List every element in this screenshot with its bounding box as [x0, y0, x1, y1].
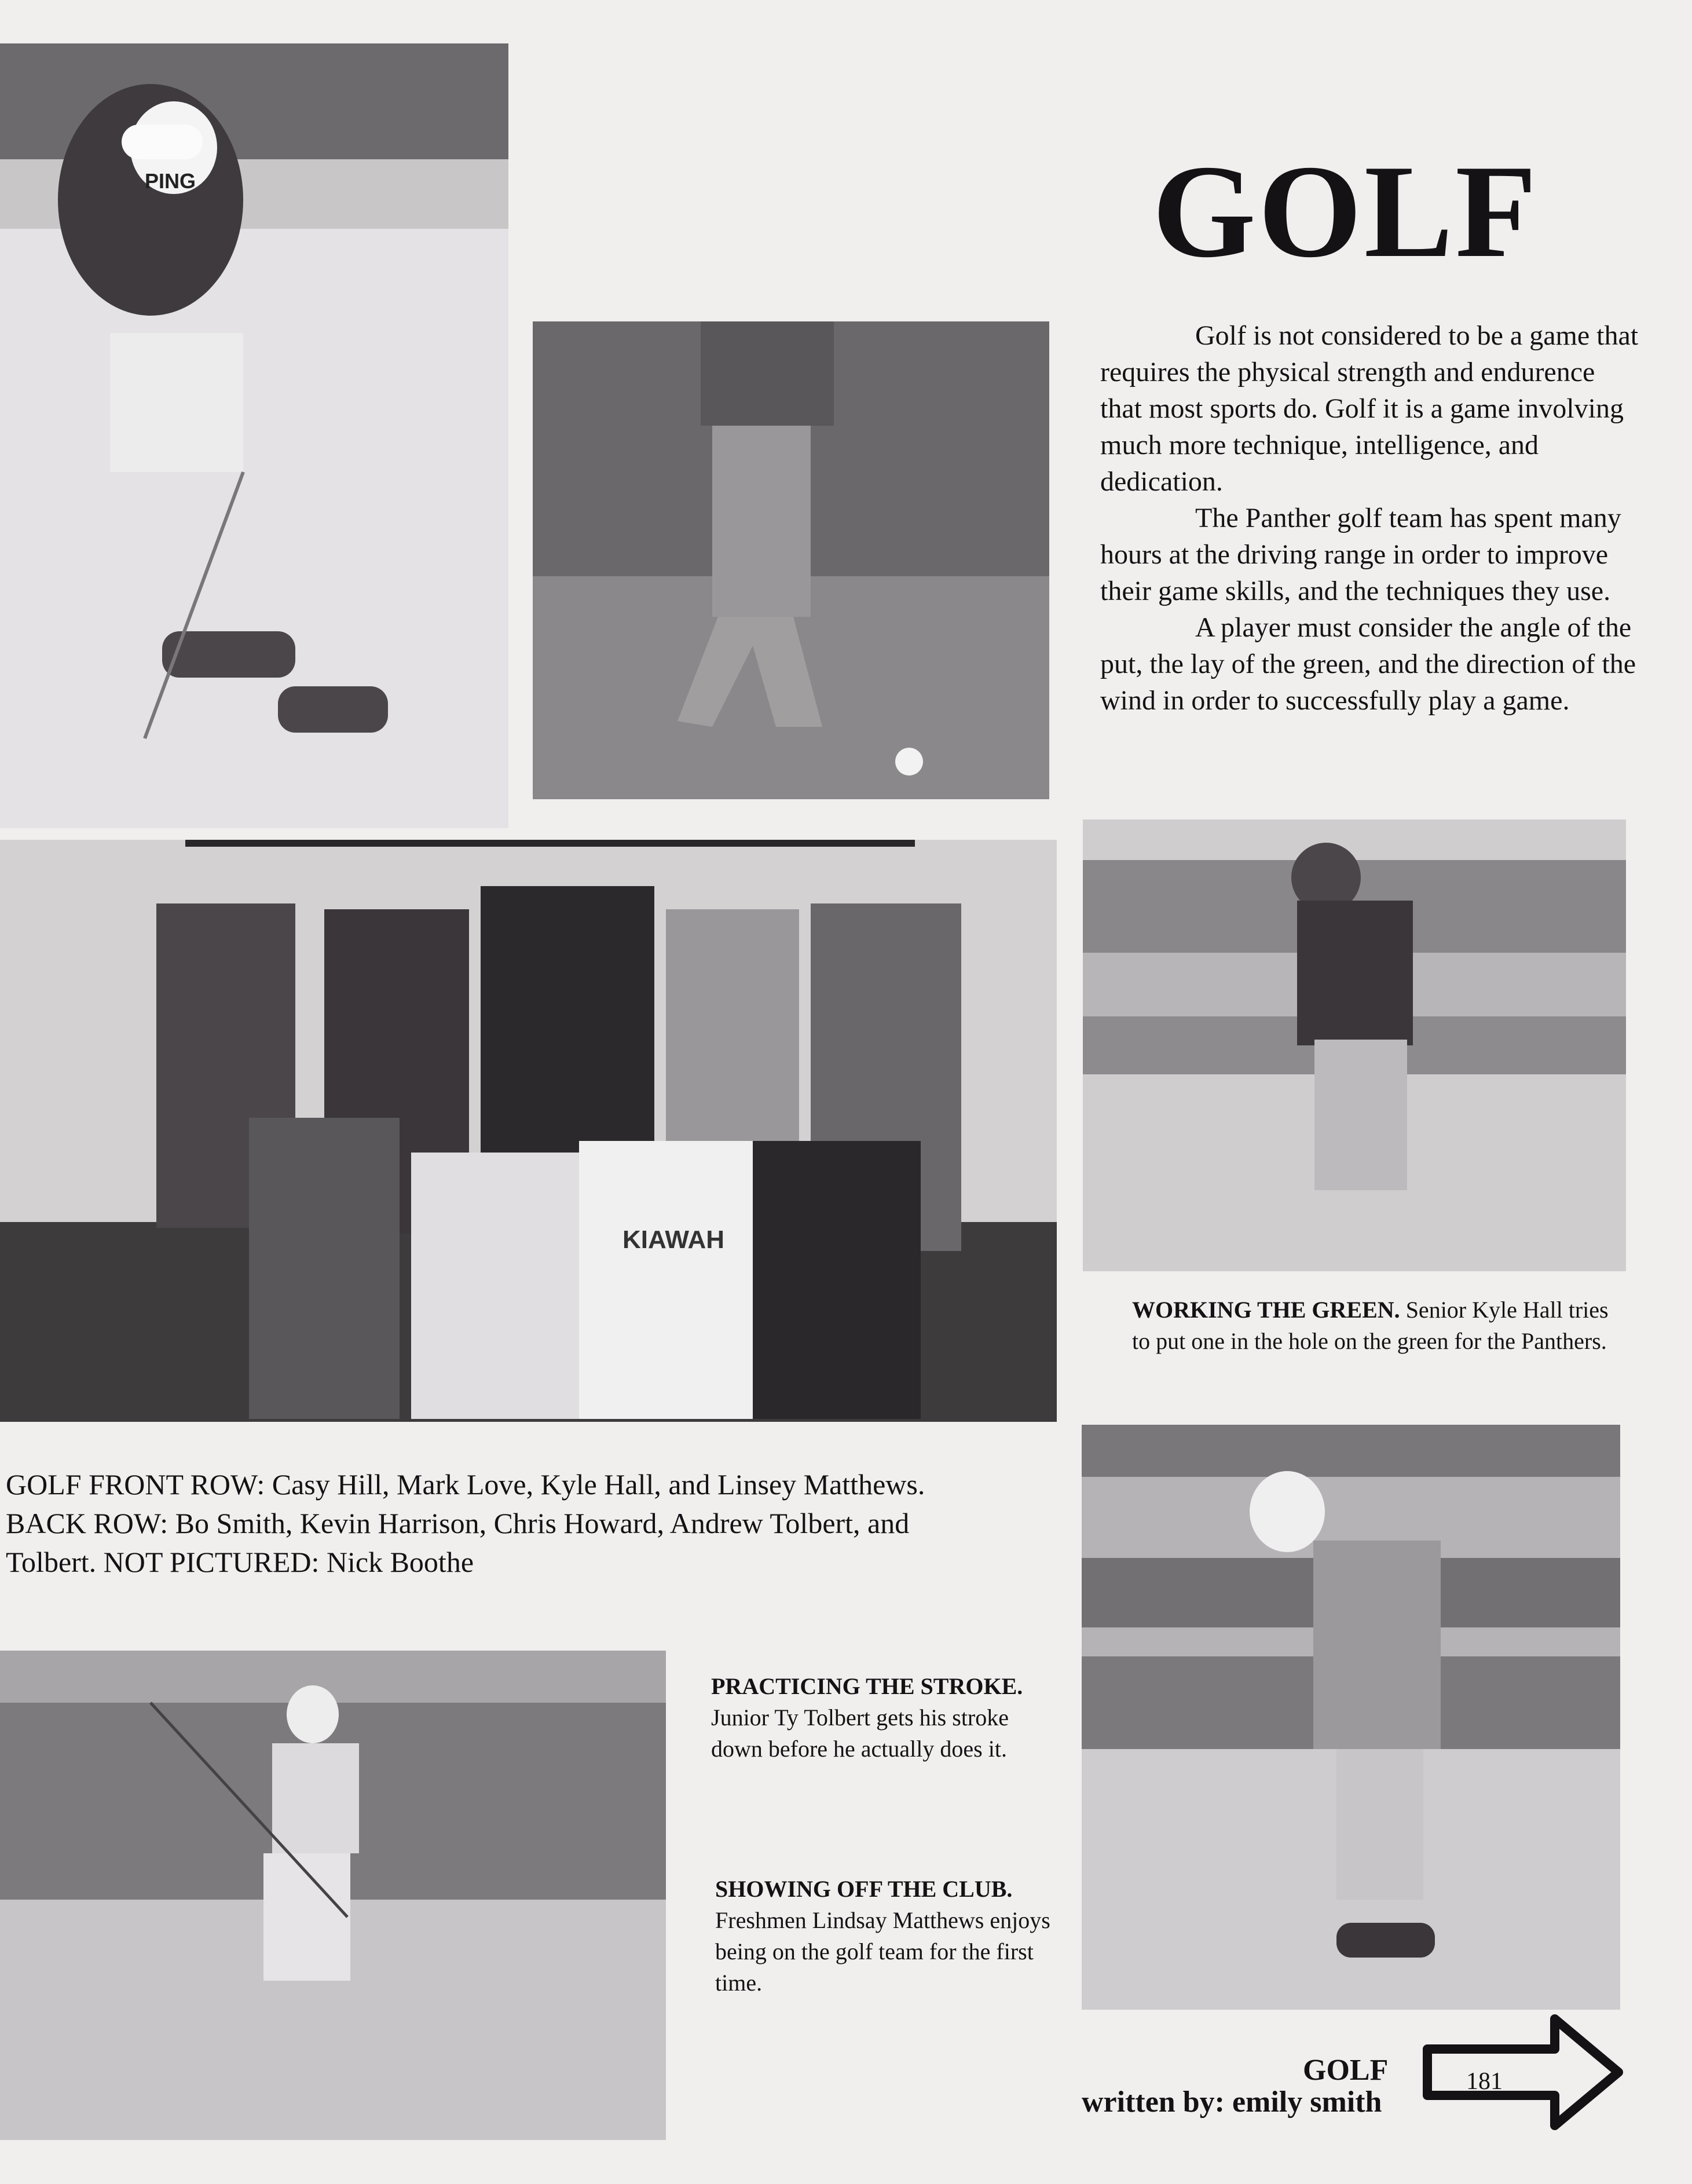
body-paragraph: A player must consider the angle of the put, the lay of the green, and the direction of the wind in order to successfully play a game.	[1100, 612, 1636, 716]
shirt-text: KIAWAH	[622, 1225, 724, 1254]
team-caption-line: BACK ROW: Bo Smith, Kevin Harrison, Chris Howard, Andrew Tolbert, and	[6, 1507, 910, 1539]
caption-text: Junior Ty Tolbert gets his stroke down before he actually does it.	[711, 1704, 1009, 1762]
team-caption-line: Tolbert. NOT PICTURED: Nick Boothe	[6, 1546, 474, 1578]
photo-golfer-swinging	[533, 321, 1049, 799]
body-paragraph: Golf is not considered to be a game that requires the physical strength and endurence that most sports do. Golf it is a game involving much more technique, intelligence, and dedication.	[1100, 320, 1639, 497]
photo-practicing-stroke	[1082, 1425, 1620, 2010]
caption-showing-off	[715, 1874, 1051, 1999]
caption-text: Freshmen Lindsay Matthews enjoys being on the golf team for the first time.	[715, 1907, 1050, 1996]
page-title: GOLF	[1152, 137, 1539, 285]
page-arrow-icon	[1422, 2014, 1625, 2130]
caption-heading: SHOWING OFF THE CLUB.	[715, 1876, 1013, 1902]
photo-golfer-putting	[0, 43, 508, 828]
footer-author: written by: emily smith	[1082, 2086, 1382, 2119]
caption-practicing	[711, 1671, 1047, 1765]
body-paragraph: The Panther golf team has spent many hours at the driving range in order to improve their game skills, and the techniques they use.	[1100, 503, 1621, 606]
team-caption-line: GOLF FRONT ROW: Casy Hill, Mark Love, Kyle Hall, and Linsey Matthews.	[6, 1468, 925, 1501]
caption-working-green	[1132, 1294, 1613, 1357]
cap-logo-text: PING	[145, 169, 196, 193]
caption-team	[6, 1465, 1083, 1582]
caption-heading: WORKING THE GREEN.	[1132, 1297, 1400, 1323]
footer-section: GOLF	[1303, 2054, 1389, 2087]
photo-team	[0, 840, 1057, 1422]
article-body	[1100, 317, 1639, 719]
page-number: 181	[1466, 2068, 1503, 2095]
caption-heading: PRACTICING THE STROKE.	[711, 1673, 1023, 1699]
photo-working-green	[1083, 820, 1626, 1271]
photo-showing-off-club	[0, 1651, 666, 2140]
caption-text: Senior Kyle Hall tries to put one in the hole on the green for the Panthers.	[1132, 1297, 1609, 1354]
